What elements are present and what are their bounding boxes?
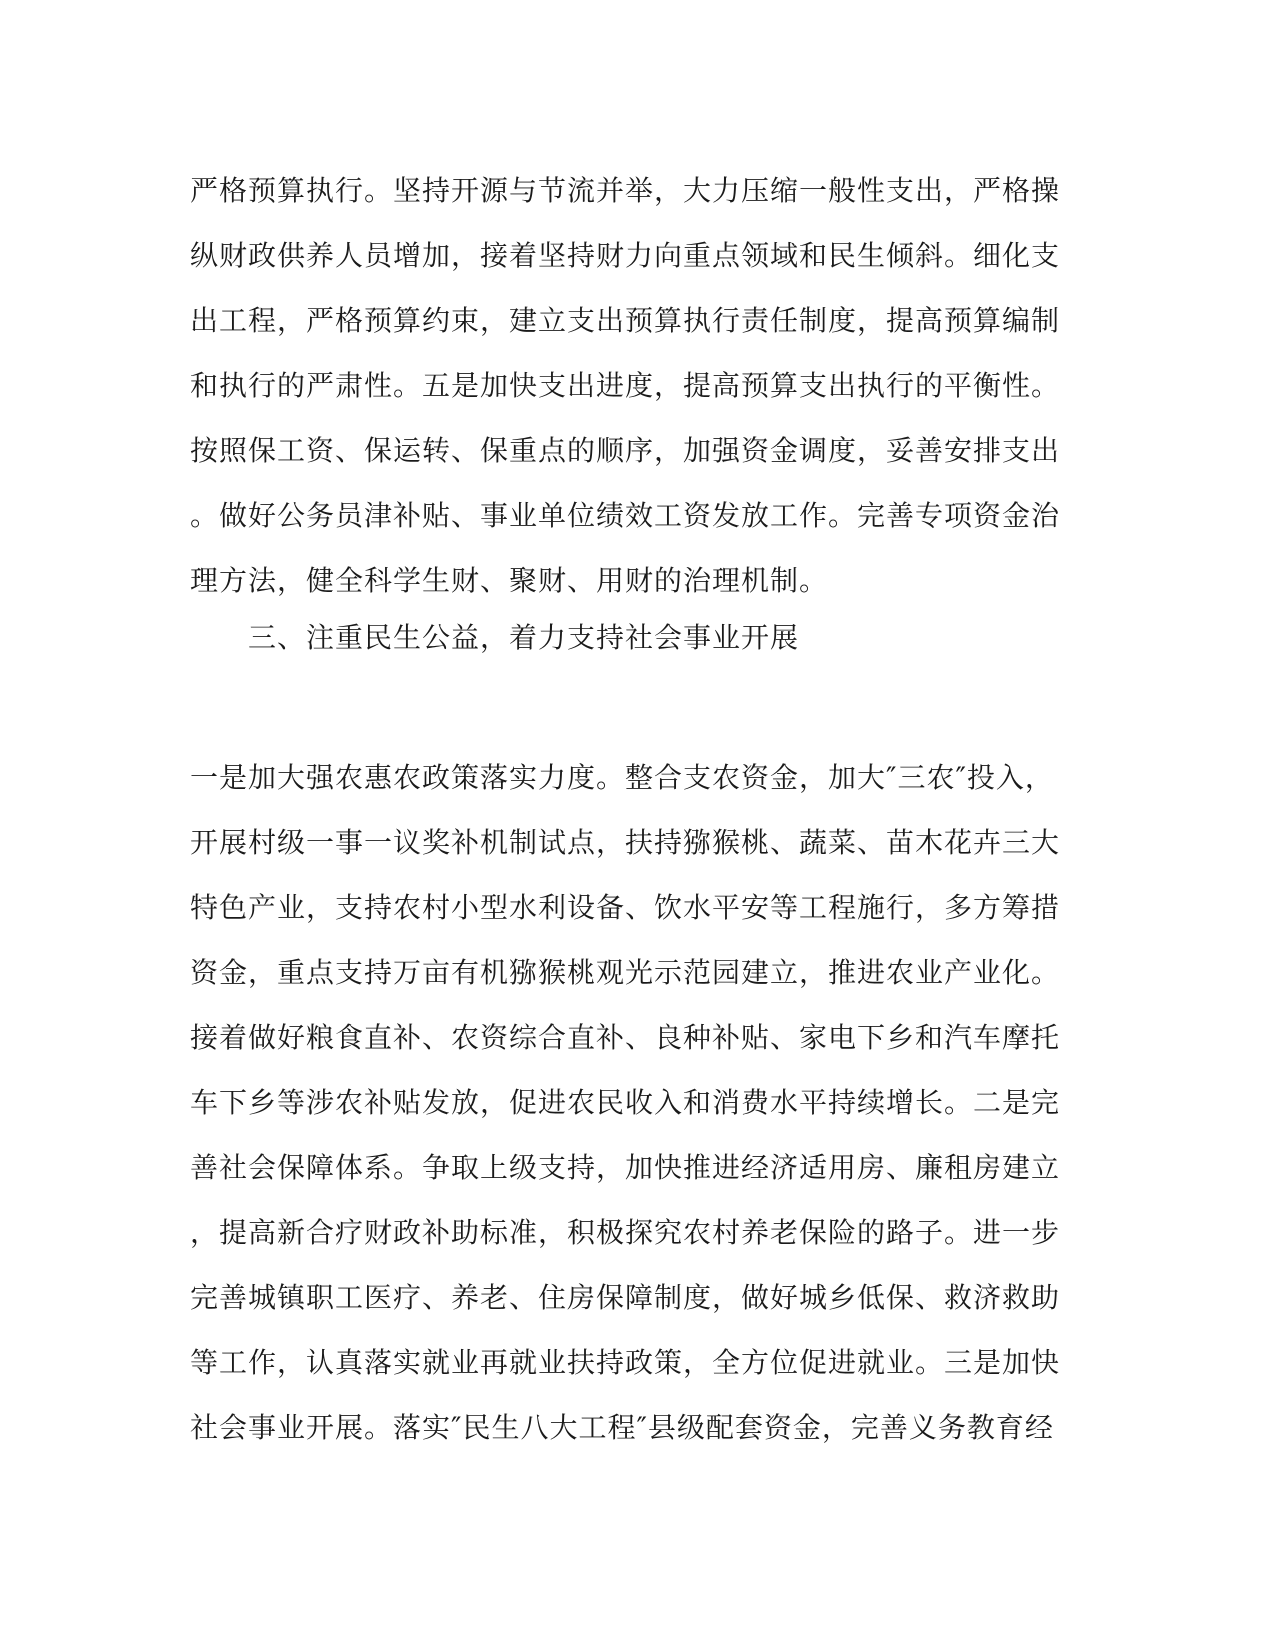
section-heading [190, 605, 1070, 670]
text-line: 出工程，严格预算约束，建立支出预算执行责任制度，提高预算编制 [190, 304, 1061, 337]
text-line: 完善城镇职工医疗、养老、住房保障制度，做好城乡低保、救济救助 [190, 1281, 1061, 1314]
paragraph-social-welfare [190, 745, 1070, 1460]
text-line: 资金，重点支持万亩有机猕猴桃观光示范园建立，推进农业产业化。 [190, 956, 1061, 989]
text-line: 开展村级一事一议奖补机制试点，扶持猕猴桃、蔬菜、苗木花卉三大 [190, 826, 1061, 859]
text-line: ，提高新合疗财政补助标准，积极探究农村养老保险的路子。进一步 [190, 1216, 1061, 1249]
text-line: 车下乡等涉农补贴发放，促进农民收入和消费水平持续增长。二是完 [190, 1086, 1061, 1119]
text-line: 和执行的严肃性。五是加快支出进度，提高预算支出执行的平衡性。 [190, 369, 1061, 402]
section-heading-text: 三、注重民生公益，着力支持社会事业开展 [248, 621, 800, 654]
text-line: 严格预算执行。坚持开源与节流并举，大力压缩一般性支出，严格操 [190, 174, 1061, 207]
text-line: 一是加大强农惠农政策落实力度。整合支农资金，加大″三农″投入， [190, 761, 1054, 794]
text-line: 按照保工资、保运转、保重点的顺序，加强资金调度，妥善安排支出 [190, 434, 1061, 467]
text-line: 纵财政供养人员增加，接着坚持财力向重点领域和民生倾斜。细化支 [190, 239, 1061, 272]
text-line: 善社会保障体系。争取上级支持，加快推进经济适用房、廉租房建立 [190, 1151, 1061, 1184]
paragraph-budget-execution [190, 158, 1070, 613]
text-line: 理方法，健全科学生财、聚财、用财的治理机制。 [190, 564, 829, 597]
text-line: 等工作，认真落实就业再就业扶持政策，全方位促进就业。三是加快 [190, 1346, 1061, 1379]
text-line: 社会事业开展。落实″民生八大工程″县级配套资金，完善义务教育经 [190, 1411, 1054, 1444]
text-line: 。做好公务员津补贴、事业单位绩效工资发放工作。完善专项资金治 [190, 499, 1061, 532]
text-line: 特色产业，支持农村小型水利设备、饮水平安等工程施行，多方筹措 [190, 891, 1061, 924]
text-line: 接着做好粮食直补、农资综合直补、良种补贴、家电下乡和汽车摩托 [190, 1021, 1061, 1054]
